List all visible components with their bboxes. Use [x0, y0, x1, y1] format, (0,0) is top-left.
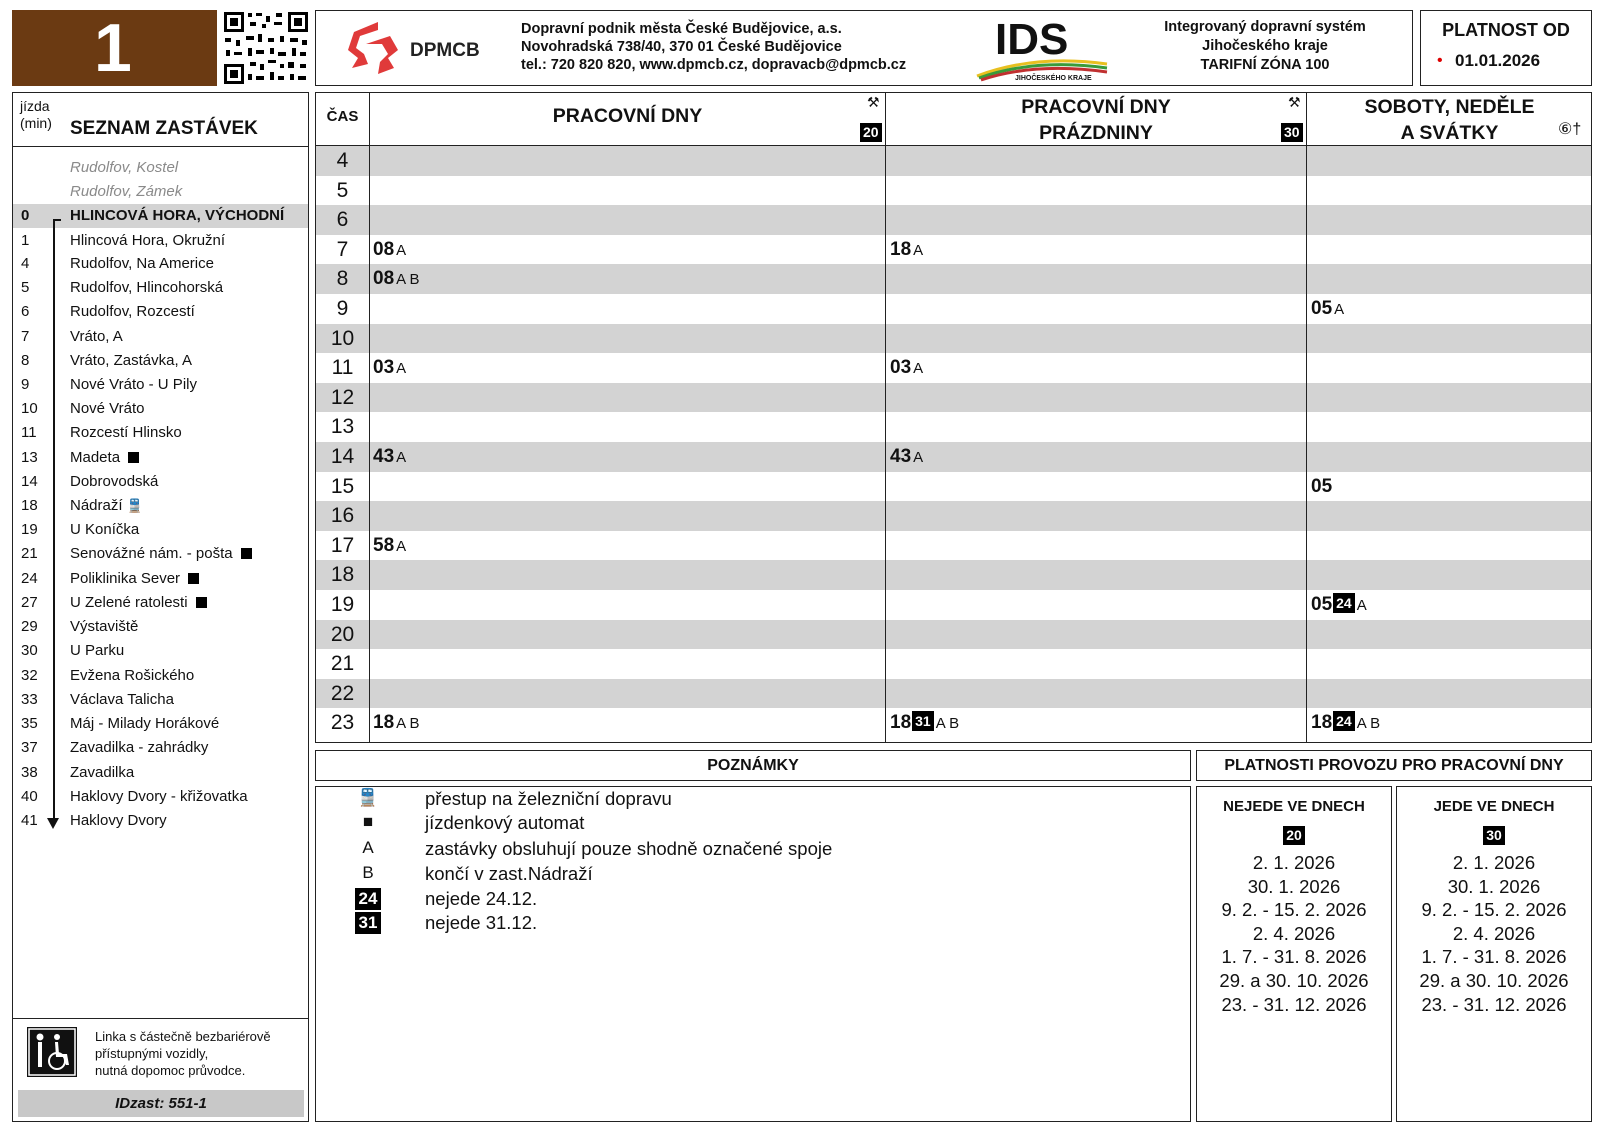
- departure-tags: A: [396, 537, 407, 555]
- ticket-machine-icon: [196, 597, 207, 608]
- grid-line: [885, 92, 886, 743]
- ticket-machine-icon: [128, 452, 139, 463]
- column-header-weekends: SOBOTY, NEDĚLE A SVÁTKY: [1364, 96, 1535, 144]
- stop-list-title: SEZNAM ZASTÁVEK: [70, 118, 258, 139]
- running-dates: 2. 1. 2026 30. 1. 2026 9. 2. - 15. 2. 2026 2. 4. 2026 1. 7. - 31. 8. 2026 29. a 30. 10. 2026 23. - 31. 12. 2026: [1419, 852, 1569, 1015]
- hour-row: [316, 205, 1591, 235]
- hour-row: [316, 649, 1591, 679]
- departure: 08 A B: [373, 268, 420, 290]
- current-stop: 0 HLINCOVÁ HORA, VÝCHODNÍ: [13, 204, 308, 228]
- not-running-badge: 20: [1196, 826, 1392, 845]
- stop-row: 37 Zavadilka - zahrádky: [21, 739, 209, 756]
- operator-info: Dopravní podnik města České Budějovice, a.s. Novohradská 738/40, 370 01 České Budějovice tel.: 720 820 820, www.dpmcb.cz, dopravacb@dpmcb.cz: [521, 21, 907, 73]
- departure-tags: A: [396, 241, 407, 259]
- stop-row: 21 Senovážné nám. - pošta: [13, 542, 308, 566]
- departure: 03 A: [890, 357, 924, 379]
- dpmcb-logo: [338, 14, 498, 82]
- note-symbol: A: [362, 838, 374, 857]
- hour-row: [316, 501, 1591, 531]
- hour-label: 19: [330, 593, 355, 616]
- stop-row: 4 Rudolfov, Na Americe: [21, 255, 214, 272]
- hour-row: [316, 176, 1591, 206]
- not-running-title: NEJEDE VE DNECH: [1223, 798, 1365, 815]
- svg-text:DPMCB: DPMCB: [410, 40, 480, 61]
- notes-panel: [315, 786, 1191, 1122]
- note-text: zastávky obsluhují pouze shodně označené spoje: [425, 838, 833, 859]
- stop-row: 1 Hlincová Hora, Okružní: [21, 232, 226, 249]
- departure: 03 A: [373, 357, 407, 379]
- ticket-machine-icon: [241, 548, 252, 559]
- hour-row: [316, 442, 1591, 472]
- notes-title: POZNÁMKY: [707, 757, 799, 774]
- hour-label: 11: [331, 356, 354, 380]
- note-badge: 24: [350, 888, 386, 910]
- stop-row: 9 Nové Vráto - U Pily: [21, 376, 197, 393]
- hour-label: 16: [330, 504, 355, 528]
- departure: 08 A: [373, 238, 407, 260]
- note-text: nejede 24.12.: [425, 888, 538, 909]
- hour-label: 12: [330, 385, 355, 409]
- divider: [13, 1018, 308, 1019]
- previous-stop: Rudolfov, Kostel: [70, 159, 179, 176]
- hour-label: 18: [330, 563, 355, 587]
- hour-label: 9: [336, 297, 349, 320]
- departure-tags: A: [396, 449, 407, 466]
- departure-tags: A: [1356, 597, 1367, 614]
- hour-label: 21: [330, 652, 355, 676]
- hour-label: 4: [336, 149, 349, 172]
- departure-tags: A: [913, 360, 924, 378]
- hour-label: 22: [330, 681, 355, 705]
- hammer-icon: ⚒: [867, 94, 880, 110]
- hour-label: 14: [330, 445, 355, 468]
- hour-label: 23: [330, 711, 355, 735]
- arrow-down-icon: [47, 818, 59, 829]
- stop-row: 24 Poliklinika Sever: [13, 567, 308, 591]
- hour-row: [316, 560, 1591, 590]
- hour-row: [316, 383, 1591, 413]
- note-text: končí v zast.Nádraží: [425, 863, 593, 884]
- svg-text:JIHOČESKÉHO KRAJE: JIHOČESKÉHO KRAJE: [1015, 75, 1092, 82]
- departure-badge: 31: [912, 711, 934, 731]
- train-icon: 🚆: [357, 788, 379, 807]
- departure-tags: A: [913, 241, 924, 259]
- not-running-dates: 2. 1. 2026 30. 1. 2026 9. 2. - 15. 2. 2026 2. 4. 2026 1. 7. - 31. 8. 2026 29. a 30. 10. 2026 23. - 31. 12. 2026: [1219, 852, 1369, 1015]
- hour-row: [316, 620, 1591, 650]
- grid-line: [369, 92, 370, 743]
- departure: 43 A: [890, 446, 924, 467]
- hour-label: 13: [330, 415, 355, 439]
- hour-row: [316, 590, 1591, 620]
- ticket-machine-icon: ■: [362, 812, 374, 831]
- column-header-workdays: PRACOVNÍ DNY: [552, 105, 703, 127]
- hour-row: [316, 531, 1591, 561]
- hour-label: 15: [330, 474, 355, 498]
- hour-label: 6: [336, 208, 349, 232]
- column-header-holidays: PRACOVNÍ DNY PRÁZDNINY: [1021, 96, 1171, 144]
- train-icon: 🚆: [126, 498, 143, 513]
- departure: 43 A: [373, 446, 407, 467]
- hour-row: [316, 353, 1591, 383]
- stop-row: 5 Rudolfov, Hlincohorská: [21, 279, 224, 296]
- hour-label: 10: [330, 326, 355, 350]
- hour-row: [316, 412, 1591, 442]
- note-symbol: B: [362, 863, 374, 882]
- holidays-badge: 30: [1281, 123, 1303, 142]
- hour-label: 5: [336, 178, 349, 202]
- departure: 18 24 A B: [1311, 712, 1381, 734]
- hour-row: [316, 264, 1591, 294]
- departure-tags: A: [1334, 301, 1345, 318]
- hour-label: 7: [336, 237, 349, 261]
- ids-logo: [975, 14, 1115, 82]
- line-number: 1: [12, 10, 217, 86]
- barrier-free-note: Linka s částečně bezbariérově přístupnými vozidly, nutná dopomoc průvodce.: [95, 1029, 271, 1078]
- qr-code-icon: [222, 10, 310, 86]
- time-column-header: ČAS: [326, 108, 359, 125]
- wheelchair-icon: [27, 1027, 77, 1077]
- hour-row: [316, 146, 1591, 176]
- departure: 05 A: [1311, 298, 1345, 319]
- note-badge: 31: [350, 912, 386, 934]
- previous-stop: Rudolfov, Zámek: [70, 183, 183, 200]
- stop-row: 14 Dobrovodská: [21, 473, 159, 490]
- note-text: nejede 31.12.: [425, 912, 538, 933]
- departure: 18 31 A B: [890, 712, 960, 734]
- ids-info: Integrovaný dopravní systém Jihočeského kraje TARIFNÍ ZÓNA 100: [1164, 19, 1366, 73]
- weekend-holiday-icon: ⑥†: [1558, 121, 1582, 138]
- route-line: [53, 221, 55, 824]
- hour-label: 8: [336, 267, 349, 291]
- stop-row: 32 Evžena Rošického: [21, 667, 195, 684]
- departure-tags: A B: [396, 271, 420, 289]
- hour-label: 17: [330, 533, 355, 557]
- grid-line: [1306, 92, 1307, 743]
- hour-row: [316, 235, 1591, 265]
- hour-label: 20: [330, 622, 355, 646]
- validity-dot-icon: •: [1437, 52, 1443, 69]
- stop-row: 10 Nové Vráto: [21, 400, 145, 417]
- stop-row: 8 Vráto, Zastávka, A: [21, 352, 192, 369]
- stop-row: 19 U Koníčka: [21, 521, 140, 538]
- hour-row: [316, 324, 1591, 354]
- hour-row: [316, 472, 1591, 502]
- ride-minutes-label: jízda (min): [20, 98, 52, 131]
- hour-row: [316, 294, 1591, 324]
- stop-id: IDzast: 551-1: [18, 1090, 304, 1117]
- departure: 18 A B: [373, 712, 420, 734]
- ticket-machine-icon: [188, 573, 199, 584]
- departure: 05 24 A: [1311, 594, 1367, 615]
- departure: 18 A: [890, 238, 924, 260]
- validity-label: PLATNOST OD: [1442, 20, 1570, 40]
- hour-row: [316, 679, 1591, 709]
- departure-badge: 24: [1333, 711, 1355, 731]
- stop-row: 13 Madeta: [13, 446, 308, 470]
- stop-row: 27 U Zelené ratolesti: [13, 591, 308, 615]
- note-text: přestup na železniční dopravu: [425, 788, 672, 809]
- departure-tags: A B: [1356, 715, 1381, 733]
- departure-tags: A: [396, 360, 407, 378]
- validity-date: 01.01.2026: [1455, 51, 1541, 70]
- note-text: jízdenkový automat: [425, 812, 585, 833]
- operation-title: PLATNOSTI PROVOZU PRO PRACOVNÍ DNY: [1224, 757, 1564, 774]
- stop-row: 6 Rudolfov, Rozcestí: [21, 303, 195, 320]
- svg-text:IDS: IDS: [995, 15, 1069, 64]
- stop-row: 11 Rozcestí Hlinsko: [21, 424, 182, 441]
- stop-row: 29 Výstaviště: [21, 618, 139, 635]
- departure-tags: A B: [396, 715, 420, 733]
- stop-row: 41 Haklovy Dvory: [21, 812, 167, 829]
- departure: 05: [1311, 475, 1333, 497]
- stop-row: 38 Zavadilka: [21, 764, 135, 781]
- stop-row: 35 Máj - Milady Horákové: [21, 715, 220, 732]
- departure-tags: A B: [935, 715, 960, 733]
- stop-row: 33 Václava Talicha: [21, 691, 174, 708]
- running-title: JEDE VE DNECH: [1433, 798, 1555, 815]
- divider: [13, 146, 308, 147]
- departure: 58 A: [373, 534, 407, 556]
- stop-row: 40 Haklovy Dvory - křižovatka: [21, 788, 248, 805]
- departure-badge: 24: [1333, 593, 1355, 613]
- stop-row: 18 Nádraží 🚆: [13, 494, 308, 518]
- hammer-icon: ⚒: [1288, 94, 1301, 110]
- workdays-badge: 20: [860, 123, 882, 142]
- departure-tags: A: [913, 449, 924, 466]
- running-badge: 30: [1396, 826, 1592, 845]
- stop-row: 7 Vráto, A: [21, 328, 123, 345]
- stop-row: 30 U Parku: [21, 642, 125, 659]
